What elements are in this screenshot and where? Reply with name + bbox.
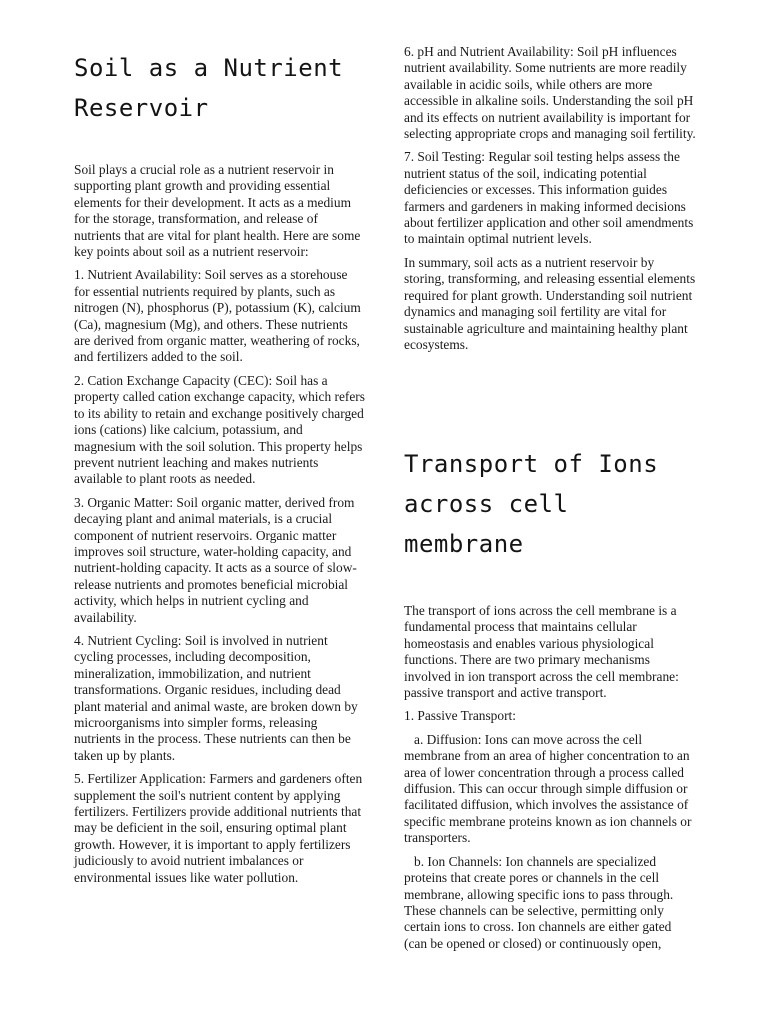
title-line: membrane xyxy=(404,530,524,558)
section-title-soil xyxy=(74,48,394,128)
paragraph: 2. Cation Exchange Capacity (CEC): Soil has a property called cation exchange capacity, which refers to its ability to retain and exchange positively charged ions (cations) like calcium, potassium, and magnesium with the soil solution. This property helps prevent nutrient leaching and makes nutrients available to plant roots as needed. xyxy=(74,372,365,487)
paragraph: 1. Passive Transport: xyxy=(404,708,516,724)
title-line: across cell xyxy=(404,490,569,518)
paragraph: 5. Fertilizer Application: Farmers and gardeners often supplement the soil's nutrient content by applying fertilizers. Fertilizers provide additional nutrients that may be deficient in the soil, ensuring optimal plant growth. However, it is important to apply fertilizers judiciously to avoid nutrient imbalances or environmental issues like water pollution. xyxy=(74,771,363,885)
section-title-ion-transport xyxy=(404,444,724,564)
title-line: Transport of Ions xyxy=(404,450,659,478)
title-line: Soil as a Nutrient xyxy=(74,54,344,82)
paragraph: Soil plays a crucial role as a nutrient reservoir in supporting plant growth and providing essential elements for their development. It acts as a medium for the storage, transformation, and release of nutrients that are vital for plant health. Here are some key points about soil as a nutrient reservoir: xyxy=(74,162,361,260)
paragraph: 4. Nutrient Cycling: Soil is involved in nutrient cycling processes, including decomposition, mineralization, immobilization, and nutrient transformations. Organic residues, including dead plant material and animal waste, are broken down by microorganisms into simpler forms, releasing nutrients in the process. These nutrients can then be taken up by plants. xyxy=(74,632,358,763)
paragraph: a. Diffusion: Ions can move across the cell membrane from an area of higher concentration to an area of lower concentration through a process called diffusion. This can occur through simple diffusion or facilitated diffusion, which involves the assistance of specific membrane proteins known as ion channels or transporters. xyxy=(404,731,692,846)
paragraph: The transport of ions across the cell membrane is a fundamental process that maintains cellular homeostasis and enables various physiological functions. There are two primary mechanisms involved in ion transport across the cell membrane: passive transport and active transport. xyxy=(404,603,679,701)
paragraph: 7. Soil Testing: Regular soil testing helps assess the nutrient status of the soil, indicating potential deficiencies or excesses. This information guides farmers and gardeners in making informed decisions about fertilizer application and other soil amendments to maintain optimal nutrient levels. xyxy=(404,149,694,247)
paragraph: 3. Organic Matter: Soil organic matter, derived from decaying plant and animal materials, is a crucial component of nutrient reservoirs. Organic matter improves soil structure, water-holding capacity, and nutrient-holding capacity. It acts as a source of slow-release nutrients and promotes beneficial microbial activity, which helps in nutrient cycling and availability. xyxy=(74,494,357,625)
title-line: Reservoir xyxy=(74,94,209,122)
paragraph: In summary, soil acts as a nutrient reservoir by storing, transforming, and releasing essential elements required for plant growth. Understanding soil nutrient dynamics and managing soil fertility are vital for sustainable agriculture and maintaining healthy plant ecosystems. xyxy=(404,254,696,352)
soil-body-continued xyxy=(404,44,696,360)
paragraph: 6. pH and Nutrient Availability: Soil pH influences nutrient availability. Some nutrients are more readily available in acidic soils, while others are more accessible in alkaline soils. Understanding the soil pH and its effects on nutrient availability is important for selecting appropriate crops and managing soil fertility. xyxy=(404,44,696,142)
ion-transport-body xyxy=(404,603,696,959)
soil-body xyxy=(74,162,366,893)
paragraph: 1. Nutrient Availability: Soil serves as a storehouse for essential nutrients required by plants, such as nitrogen (N), phosphorus (P), potassium (K), calcium (Ca), magnesium (Mg), and others. These nutrients are derived from organic matter, weathering of rocks, and fertilizers added to the soil. xyxy=(74,267,361,365)
paragraph: b. Ion Channels: Ion channels are specialized proteins that create pores or channels in the cell membrane, allowing specific ions to pass through. These channels can be selective, permitting only certain ions to cross. Ion channels are either gated (can be opened or closed) or continuously open, xyxy=(404,853,674,951)
